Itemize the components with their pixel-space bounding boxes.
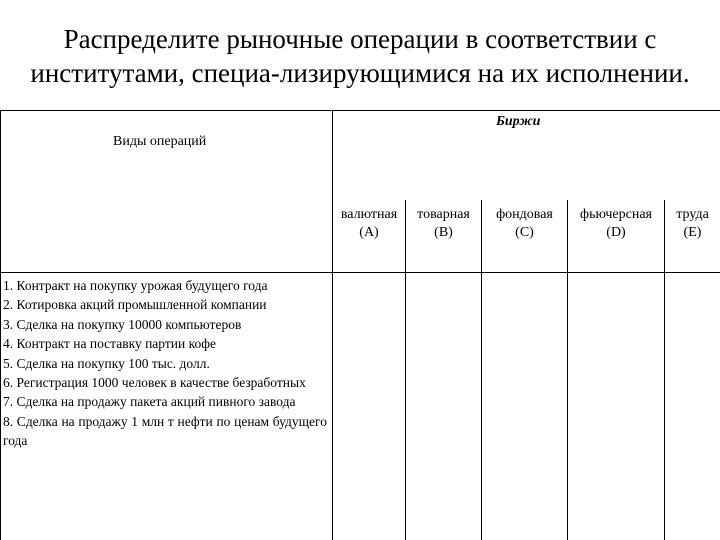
operation-item: 1. Контракт на покупку урожая будущего года <box>3 278 268 293</box>
operation-item: 7. Сделка на продажу пакета акций пивного завода <box>3 394 296 410</box>
column-header-a: валютная (A) <box>340 207 398 240</box>
operations-header: Виды операций <box>113 134 207 149</box>
column-header-e: труда (E) <box>676 207 709 240</box>
column-header-c: фондовая (C) <box>496 207 553 240</box>
operation-item: 2. Котировка акций промышленной компании <box>3 297 267 313</box>
column-divider-b-c <box>481 200 482 540</box>
column-header-b: товарная (B) <box>417 207 470 240</box>
title-line-1: Распределите рыночные операции в соответствии с <box>63 24 657 54</box>
table-left-border <box>0 110 1 540</box>
operation-item: 5. Сделка на покупку 100 тыс. долл. <box>3 355 210 371</box>
table-top-border <box>0 110 720 111</box>
header-bottom-border <box>0 272 720 273</box>
operation-item: 4. Контракт на поставку партии кофе <box>3 336 216 352</box>
operation-item: 8. Сделка на продажу 1 млн т нефти по ценам будущего года <box>3 413 327 449</box>
operations-table <box>0 110 720 540</box>
title-line-2: институтами, специа-лизирующимися на их исполнении. <box>30 58 690 88</box>
column-divider-c-d <box>567 200 568 540</box>
operation-item: 3. Сделка на покупку 10000 компьютеров <box>3 316 242 332</box>
operation-item: 6. Регистрация 1000 человек в качестве безработных <box>3 375 306 391</box>
operations-list <box>3 276 327 451</box>
column-divider-d-e <box>664 200 665 540</box>
exchanges-header: Биржи <box>496 114 541 129</box>
column-header-d: фьючерсная (D) <box>580 207 652 240</box>
operations-column-border <box>332 110 333 540</box>
column-divider-a-b <box>405 200 406 540</box>
page-title <box>0 22 720 90</box>
